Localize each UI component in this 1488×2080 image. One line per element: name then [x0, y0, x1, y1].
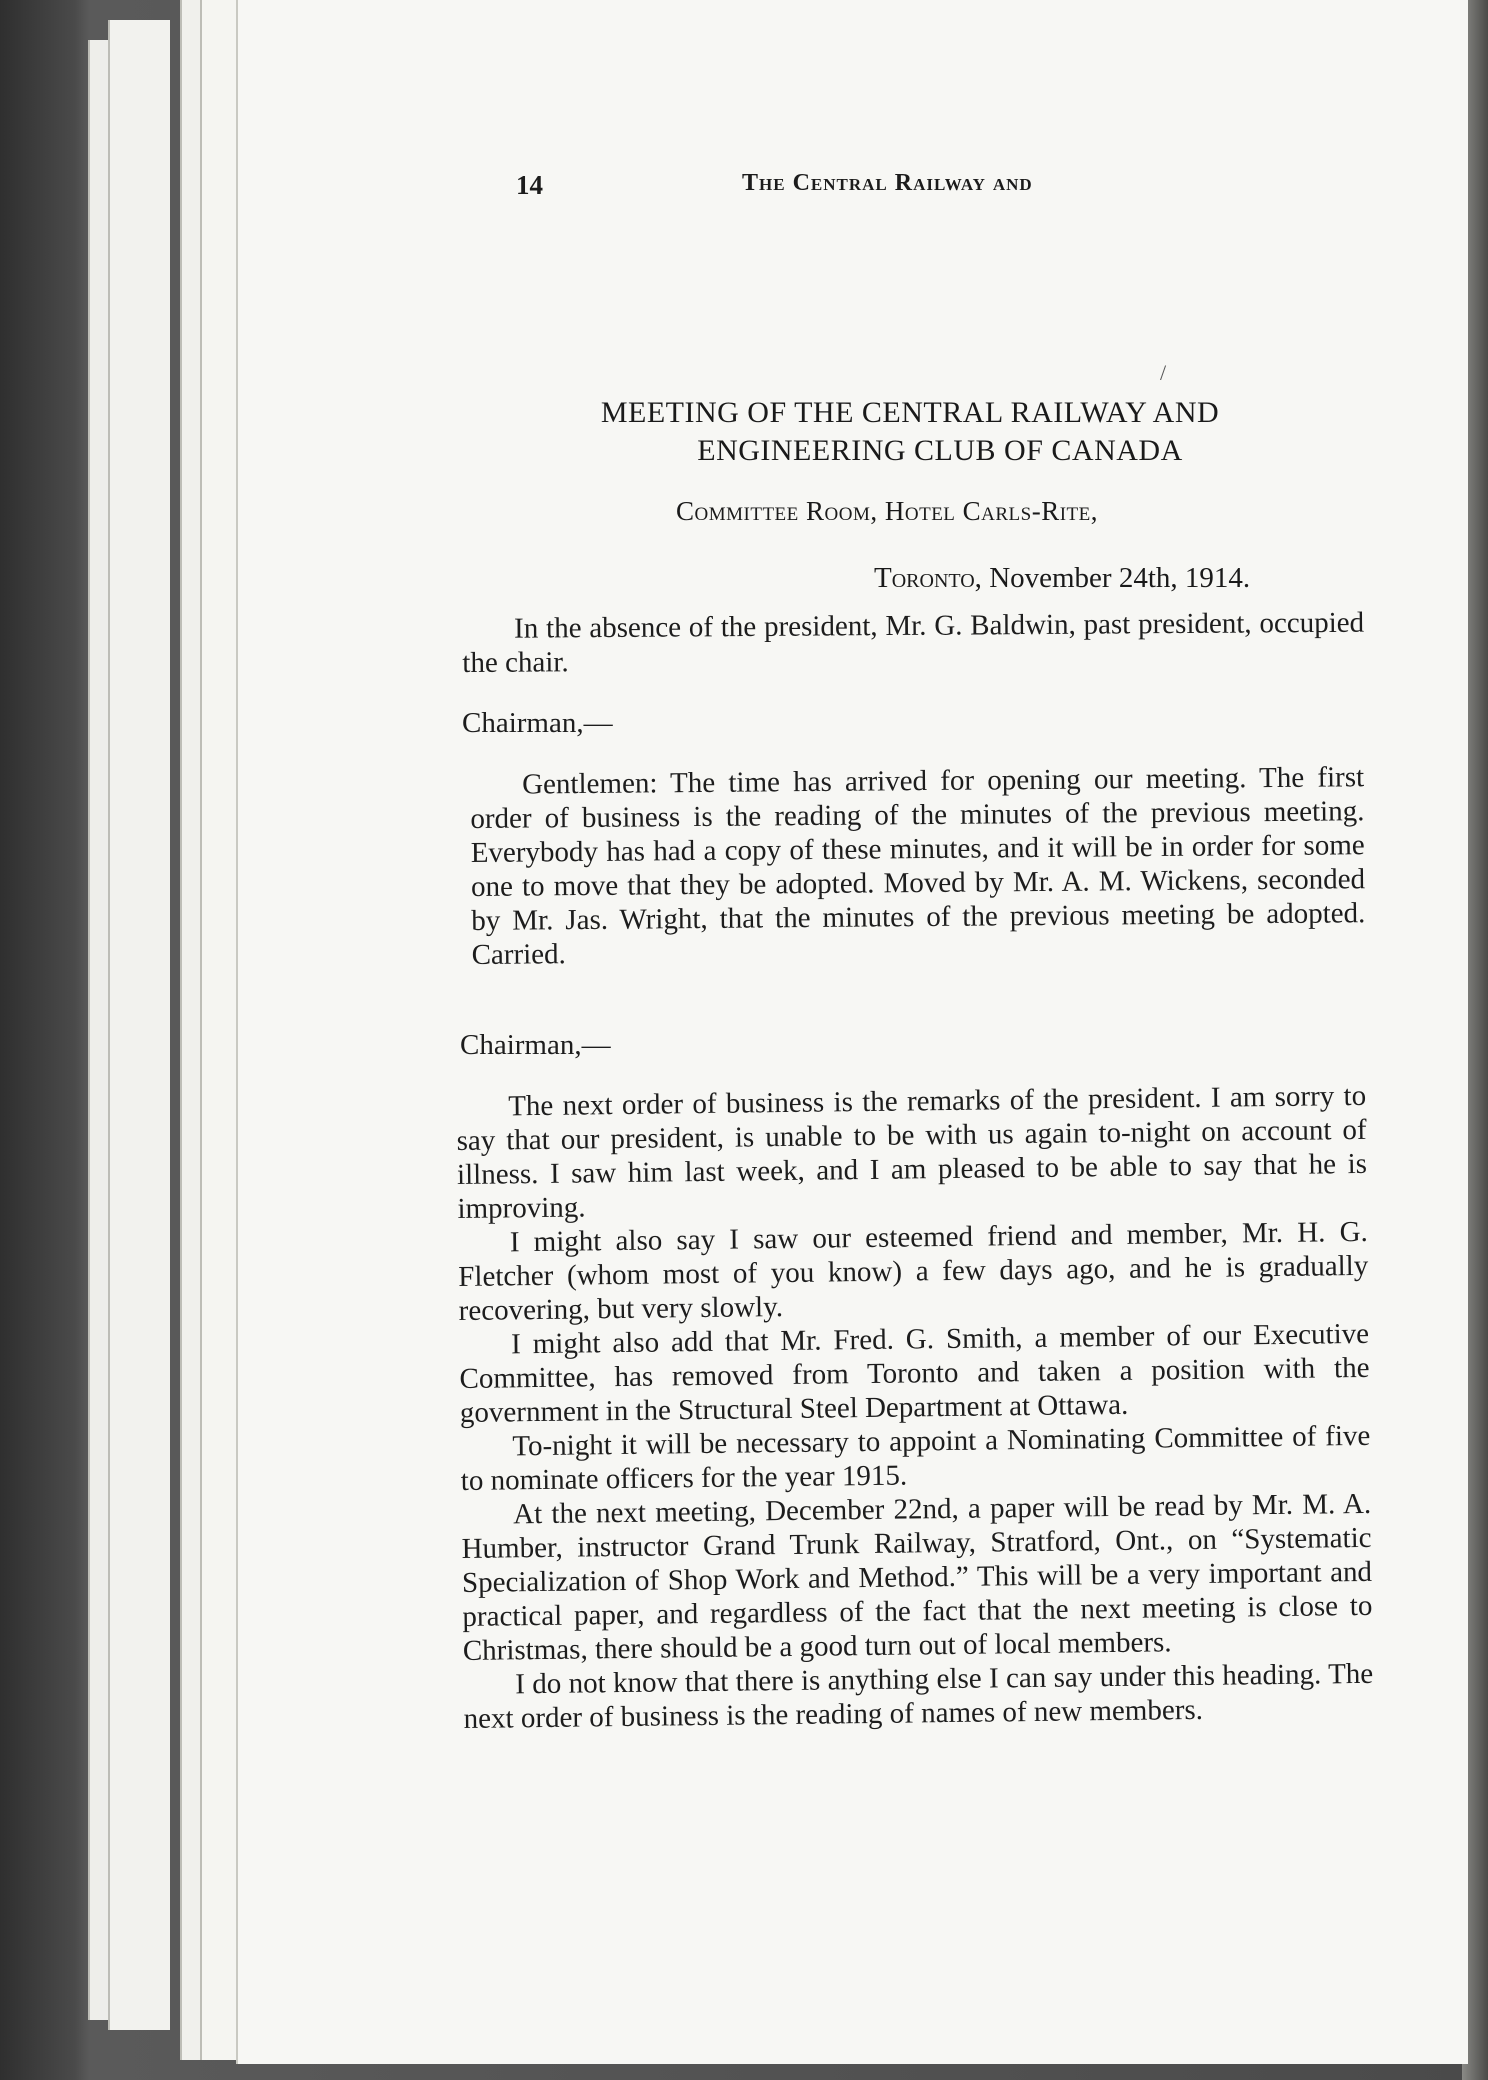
chairman-label-1 [462, 706, 1364, 740]
opening-paragraph [462, 606, 1364, 680]
running-title: The Central Railway and [742, 170, 1033, 196]
running-head [516, 170, 1136, 210]
president-remarks [456, 1079, 1374, 1736]
meeting-date [874, 562, 1250, 595]
pencil-mark: / [1160, 360, 1167, 385]
remarks-paragraph: To-night it will be necessary to appoint a Nominating Committee of five to nominate officers for the year 1915. [460, 1419, 1371, 1497]
chairman-label: Chairman,— [460, 1029, 611, 1061]
remarks-paragraph: I might also add that Mr. Fred. G. Smith, a member of our Executive Committee, has removed from Toronto and taken a position with the government in the Structural Steel Department at Ottawa. [459, 1317, 1370, 1429]
date-text: November 24th, 1914. [989, 562, 1251, 594]
chairman-label: Chairman,— [462, 707, 613, 739]
heading-line-2: ENGINEERING CLUB OF CANADA [697, 434, 1183, 467]
meeting-location: Committee Room, Hotel Carls-Rite, [676, 496, 1099, 526]
heading-line-1: MEETING OF THE CENTRAL RAILWAY AND [600, 396, 1220, 429]
remarks-paragraph: The next order of business is the remarks of the president. I am sorry to say that our president, is unable to be with us again to-night on account of illness. I saw him last week, and I am pleased to be able to say that he is improving. [456, 1079, 1368, 1225]
gentlemen-paragraph [470, 760, 1366, 972]
remarks-paragraph: I do not know that there is anything else I can say under this heading. The next order of business is the reading of names of new members. [463, 1657, 1374, 1735]
page-stack-edge [108, 20, 170, 2030]
remarks-paragraph: I might also say I saw our esteemed friend and member, Mr. H. G. Fletcher (whom most of you know) a few days ago, and he is gradually recovering, but very slowly. [458, 1215, 1369, 1327]
date-city: Toronto, [874, 562, 982, 594]
remarks-paragraph: At the next meeting, December 22nd, a paper will be read by Mr. M. A. Humber, instructor Grand Trunk Railway, Stratford, Ont., on “Systematic Specialization of Shop Work and Method.” This will be a very important and practical paper, and regardless of the fact that the next meeting is close to Christmas, there should be a good turn out of local members. [461, 1487, 1373, 1667]
chairman-label-2 [460, 1028, 1362, 1062]
paragraph-opening: In the absence of the president, Mr. G. Baldwin, past president, occupied the chair. [462, 606, 1365, 679]
page-number: 14 [516, 170, 543, 200]
paragraph-gentlemen: Gentlemen: The time has arrived for opening our meeting. The first order of business is the reading of the minutes of the previous meeting. Everybody has had a copy of these minutes, and it will be in order for some one to move that they be adopted. Moved by Mr. A. M. Wickens, seconded by Mr. Jas. Wright, that the minutes of the previous meeting be adopted. Carried. [470, 761, 1366, 971]
meeting-heading [470, 394, 1350, 470]
